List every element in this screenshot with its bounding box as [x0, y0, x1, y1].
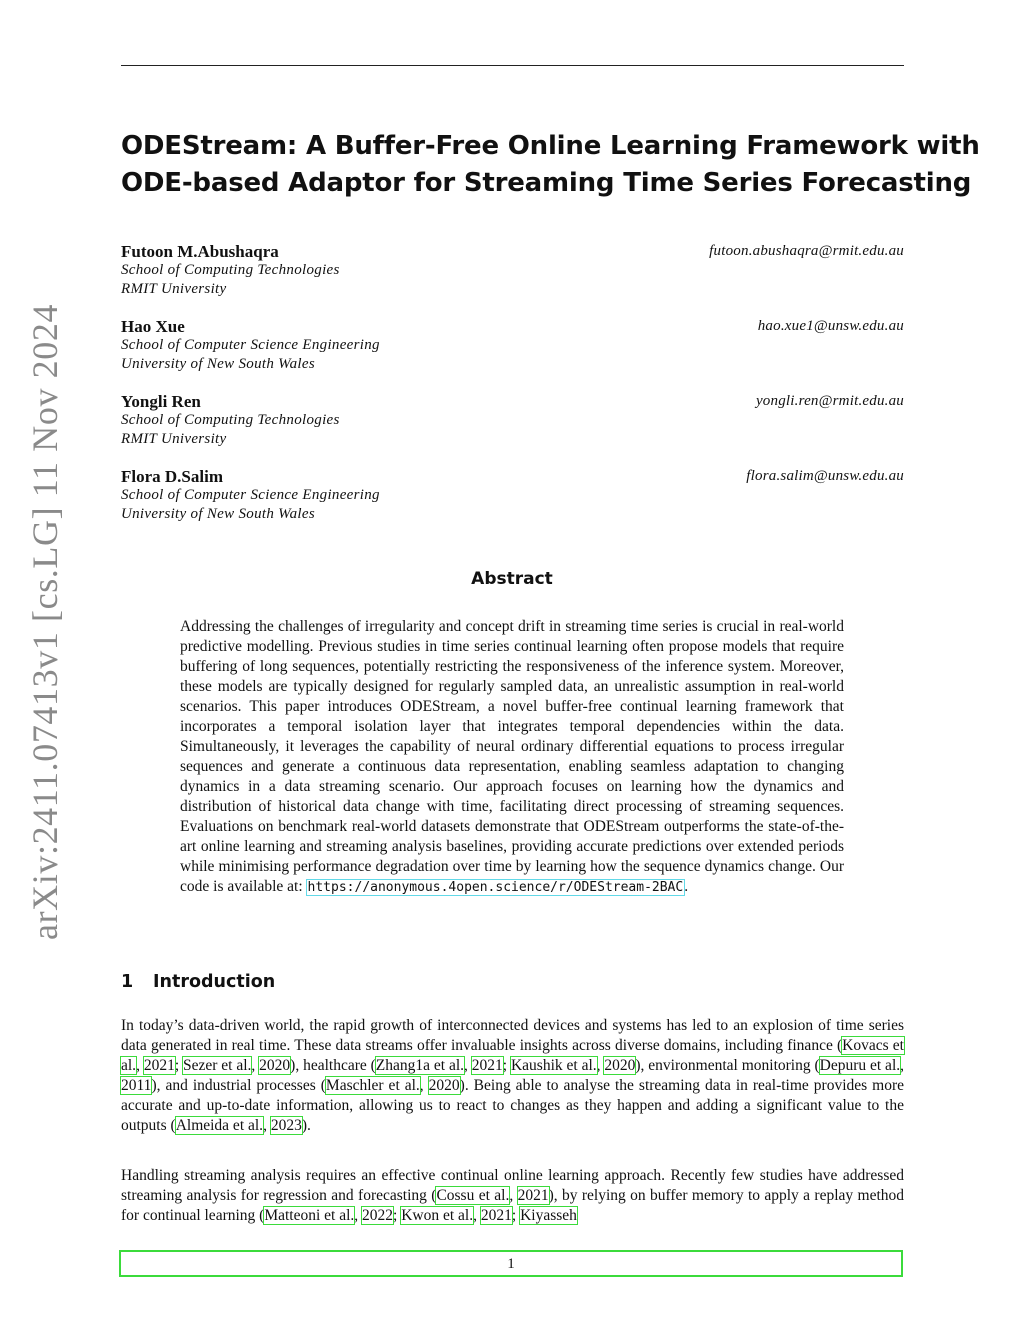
citation-link[interactable]: Zhang1a et al. — [375, 1057, 465, 1074]
citation-link[interactable]: Kaushik et al. — [510, 1057, 597, 1074]
page-footer-link[interactable] — [119, 1250, 903, 1277]
abstract-text: Addressing the challenges of irregularity and concept drift in streaming time series is crucial in real-world predictive modelling. Previous studies in time series continual learning often propose models that require buffering of long sequences, potentially restricting the responsiveness of the inference system. Moreover, these models are typically designed for regularly sampled data, an unrealistic assumption in real-world scenarios. This paper introduces ODEStream, a novel buffer-free continual learning framework that incorporates a temporal isolation layer that integrates temporal dependencies within the data. Simultaneously, it leverages the capability of neural ordinary differential equations to process irregular sequences and generate a continuous data representation, enabling seamless adaptation to changing dynamics in a data streaming scenario. Our approach focuses on learning how the dynamics and distribution of historical data change with time, facilitating direct processing of streaming sequences. Evaluations on benchmark real-world datasets demonstrate that ODEStream outperforms the state-of-the-art online learning and streaming analysis baselines, providing accurate predictions over extended periods while minimising performance degradation over time by learning how the sequence dynamics change. Our code is available at: https://anonymous.4open.science/r/ODEStream-2BAC. — [180, 618, 844, 895]
author-name: Futoon M.Abushaqra — [121, 242, 279, 261]
author-affiliation: School of Computer Science Engineering — [121, 487, 380, 503]
author-block — [121, 317, 904, 373]
citation-link[interactable]: Cossu et al. — [436, 1187, 510, 1204]
citation-link[interactable]: 2011 — [121, 1077, 152, 1094]
citation-link[interactable]: 2020 — [259, 1057, 291, 1074]
citation-link[interactable]: 2020 — [604, 1057, 636, 1074]
citation-link[interactable]: 2021 — [517, 1187, 549, 1204]
author-affiliation: School of Computing Technologies — [121, 412, 340, 428]
page-number: 1 — [507, 1256, 515, 1272]
citation-link[interactable]: Kiyasseh — [520, 1207, 577, 1224]
section-number: 1 — [121, 972, 134, 992]
author-affiliation: School of Computer Science Engineering — [121, 337, 380, 353]
paper-title-line-1: ODEStream: A Buffer-Free Online Learning Framework with — [121, 131, 980, 161]
author-institution: RMIT University — [121, 430, 227, 447]
citation-link[interactable]: Sezer et al. — [183, 1057, 252, 1074]
section-title: Introduction — [153, 972, 276, 992]
abstract-paragraph: Addressing the challenges of irregularity and concept drift in streaming time series is crucial in real-world predictive modelling. Previous studies in time series continual learning often propose models that require buffering of long sequences, potentially restricting the responsiveness of the inference system. Moreover, these models are typically designed for regularly sampled data, an unrealistic assumption in real-world scenarios. This paper introduces ODEStream, a novel buffer-free continual learning framework that incorporates a temporal isolation layer that integrates temporal dependencies within the data. Simultaneously, it leverages the capability of neural ordinary differential equations to process irregular sequences and generate a continuous data representation, enabling seamless adaptation to changing dynamics in a data streaming scenario. Our approach focuses on learning how the dynamics and distribution of historical data change with time, facilitating direct processing of streaming sequences. Evaluations on benchmark real-world datasets demonstrate that ODEStream outperforms the state-of-the-art online learning and streaming analysis baselines, providing accurate predictions over extended periods while minimising performance degradation over time by learning how the sequence dynamics change. Our code is available at: — [180, 618, 844, 895]
citation-link[interactable]: Almeida et al. — [175, 1117, 264, 1134]
section-heading — [121, 972, 275, 992]
intro-paragraph-1: In today’s data-driven world, the rapid growth of interconnected devices and systems has led to an explosion of time series data generated in real time. These data streams offer invaluable insights across diverse domains, including finance (Kovacs et al., 2021; Sezer et al., 2020), healthcare (Zhang1a et al., 2021; Kaushik et al., 2020), environmental monitoring (Depuru et al., 2011), and industrial processes (Maschler et al., 2020). Being able to analyse the streaming data in real-time provides more accurate and up-to-date information, allowing us to react to changes as they happen and adding a significant value to the outputs (Almeida et al., 2023). — [121, 1017, 904, 1134]
citation-link[interactable]: Maschler et al. — [325, 1077, 420, 1094]
code-repository-link[interactable]: https://anonymous.4open.science/r/ODEStream-2BAC — [307, 880, 684, 895]
author-block — [121, 467, 904, 523]
paper-title-line-2: ODE-based Adaptor for Streaming Time Series Forecasting — [121, 168, 972, 198]
author-institution: University of New South Wales — [121, 505, 315, 522]
paper-title — [121, 128, 980, 202]
author-email[interactable]: flora.salim@unsw.edu.au — [746, 468, 904, 484]
citation-link[interactable]: Matteoni et al. — [264, 1207, 355, 1224]
author-institution: RMIT University — [121, 280, 227, 297]
author-block — [121, 392, 904, 448]
arxiv-identifier: arXiv:2411.07413v1 [cs.LG] 11 Nov 2024 — [25, 303, 65, 940]
author-email[interactable]: futoon.abushaqra@rmit.edu.au — [709, 243, 904, 259]
citation-link[interactable]: Kwon et al. — [401, 1207, 474, 1224]
citation-link[interactable]: 2023 — [270, 1117, 302, 1134]
citation-link[interactable]: Depuru et al. — [819, 1057, 901, 1074]
author-institution: University of New South Wales — [121, 355, 315, 372]
abstract-heading: Abstract — [471, 569, 553, 589]
citation-link[interactable]: 2020 — [428, 1077, 460, 1094]
author-block — [121, 242, 904, 298]
citation-link[interactable]: 2022 — [362, 1207, 394, 1224]
citation-link[interactable]: 2021 — [480, 1207, 512, 1224]
top-rule — [121, 65, 904, 66]
author-email[interactable]: hao.xue1@unsw.edu.au — [757, 318, 904, 334]
author-affiliation: School of Computing Technologies — [121, 262, 340, 278]
author-name: Yongli Ren — [121, 392, 201, 411]
author-name: Hao Xue — [121, 317, 185, 336]
citation-link[interactable]: 2021 — [471, 1057, 503, 1074]
citation-link[interactable]: 2021 — [143, 1057, 175, 1074]
citation-link[interactable]: Kovacs et al. — [121, 1037, 904, 1074]
author-name: Flora D.Salim — [121, 467, 223, 486]
intro-paragraph-2: Handling streaming analysis requires an effective continual online learning approach. Recently few studies have addressed streaming analysis for regression and forecasting (Cossu et al., 2021), by relying on buffer memory to apply a replay method for continual learning (Matteoni et al., 2022; Kwon et al., 2021; Kiyasseh — [121, 1167, 905, 1224]
author-email[interactable]: yongli.ren@rmit.edu.au — [755, 393, 904, 409]
